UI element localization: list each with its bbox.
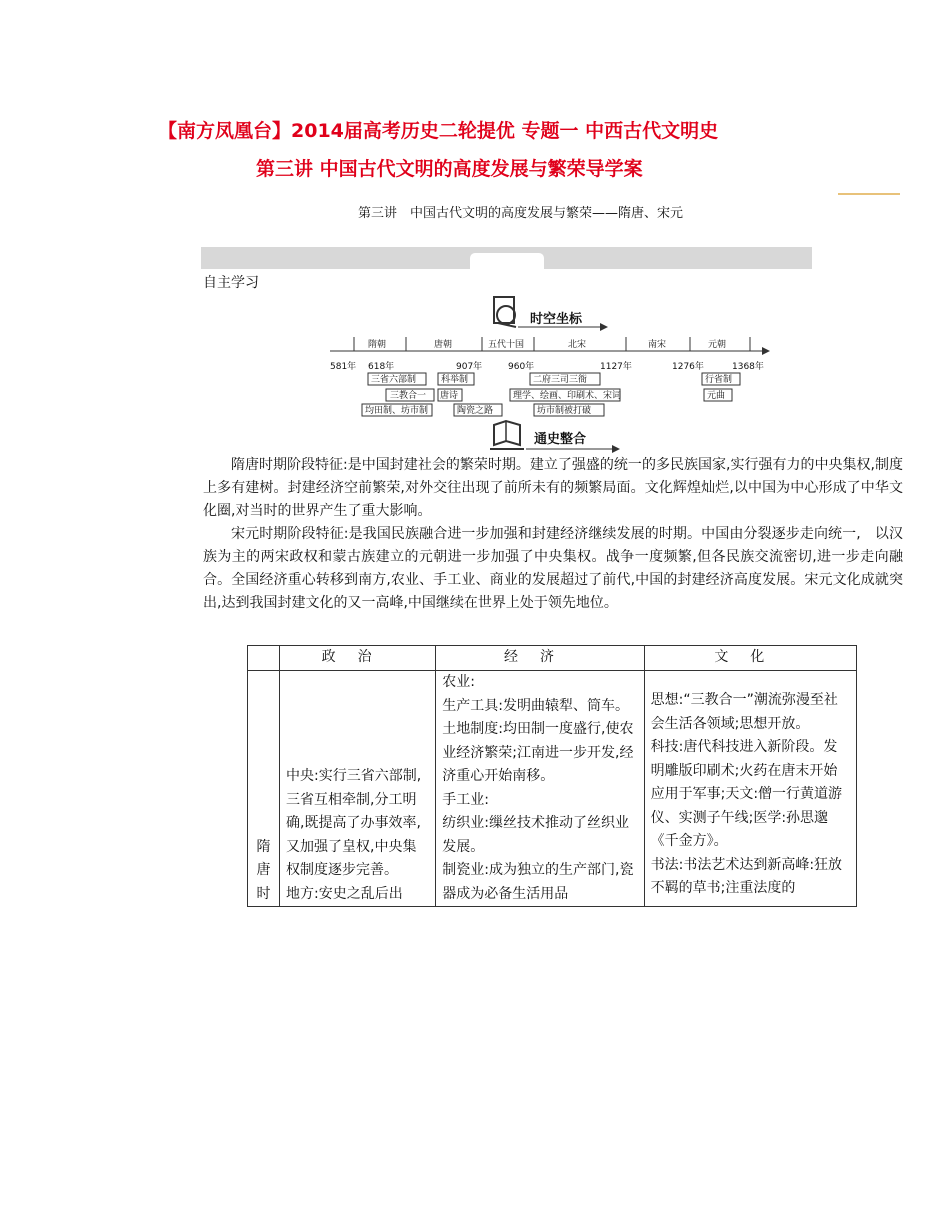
timeline-tag: 三省六部制 (371, 375, 417, 385)
timeline-tag: 行省制 (705, 375, 733, 385)
open-book-icon (490, 421, 524, 449)
table-viewport (240, 640, 870, 925)
year-label: 618年 (368, 362, 395, 372)
period-label: 隋朝 (368, 340, 387, 350)
timeline-tag: 陶瓷之路 (457, 406, 494, 416)
figure-heading-bottom: 通史整合 (534, 432, 587, 447)
economy-text: 生产工具:发明曲辕犁、筒车。土地制度:均田制一度盛行,使农业经济繁荣;江南进一步开发,经济重心开始南移。 (442, 697, 634, 784)
era-char: 时 (256, 885, 271, 902)
table-header-cell: 政治 (280, 646, 436, 671)
economy-text: 制瓷业:成为独立的生产部门,瓷器成为必备生活用品 (442, 862, 634, 902)
figure-heading-top: 时空坐标 (530, 312, 583, 327)
table-header-cell: 文化 (644, 646, 856, 671)
lecture-subtitle: 第三讲 中国古代文明的高度发展与繁荣——隋唐、宋元 (358, 206, 684, 221)
year-label: 581年 (330, 362, 357, 372)
period-label: 北宋 (568, 340, 587, 350)
culture-text: 思想:“三教合一”潮流弥漫至社会生活各领域;思想开放。 (650, 692, 838, 732)
toolbar-tab (470, 253, 544, 269)
year-label: 1127年 (600, 362, 632, 372)
politics-text: 地方:安史之乱后出 (286, 885, 403, 902)
document-title-line2: 第三讲 中国古代文明的高度发展与繁荣导学案 (256, 158, 643, 180)
era-char: 隋 (256, 838, 271, 855)
year-label: 1368年 (732, 362, 764, 372)
timeline-tag: 理学、绘画、印刷术、宋词 (513, 391, 622, 401)
timeline-tag: 三教合一 (390, 391, 427, 401)
table-header-cell: 经济 (436, 646, 644, 671)
table-header-row (248, 646, 857, 671)
song-yuan-paragraph: 宋元时期阶段特征:是我国民族融合进一步加强和封建经济继续发展的时期。中国由分裂逐步走向统一, 以汉族为主的两宋政权和蒙古族建立的元朝进一步加强了中央集权。战争一度频繁,但各民族交流密切,进一步走向融合。全国经济重心转移到南方,农业、手工业、商业的发展超过了前代,中国的封建经济高度发展。宋元文化成就突出,达到我国封建文化的又一高峰,中国继续在世界上处于领先地位。 (203, 526, 903, 611)
year-label: 960年 (508, 362, 535, 372)
timeline-tag: 元曲 (707, 391, 726, 401)
politics-text: 中央:实行三省六部制,三省互相牵制,分工明确,既提高了办事效率,又加强了皇权,中央集权制度逐步完善。 (286, 768, 422, 878)
sui-tang-paragraph: 隋唐时期阶段特征:是中国封建社会的繁荣时期。建立了强盛的统一的多民族国家,实行强有力的中央集权,制度上多有建树。封建经济空前繁荣,对外交往出现了前所未有的频繁局面。文化辉煌灿烂,以中国为中心形成了中华文化圈,对当时的世界产生了重大影响。 (203, 457, 903, 519)
document-title-line1: 【南方凤凰台】2014届高考历史二轮提优 专题一 中西古代文明史 (158, 120, 719, 142)
era-char: 唐 (256, 862, 271, 878)
timeline-figure (330, 293, 770, 455)
period-label: 元朝 (708, 340, 727, 350)
year-label: 907年 (456, 362, 483, 372)
politics-cell (280, 671, 436, 907)
timeline-tag: 均田制、坊市制 (365, 406, 429, 416)
book-icon (494, 297, 516, 327)
summary-table (247, 645, 857, 907)
period-label: 南宋 (648, 340, 667, 350)
timeline-tag: 唐诗 (440, 391, 459, 401)
timeline-tag: 二府三司三衙 (533, 375, 588, 385)
culture-cell (644, 671, 856, 907)
era-cell (248, 671, 280, 907)
section-label: 自主学习 (203, 275, 259, 291)
year-label: 1276年 (672, 362, 704, 372)
period-label: 五代十国 (488, 340, 525, 350)
table-header-cell (248, 646, 280, 671)
period-label: 唐朝 (434, 340, 453, 350)
economy-text: 农业: (442, 674, 476, 690)
decorative-rule (838, 193, 900, 195)
table-row (248, 671, 857, 907)
economy-text: 手工业: (442, 791, 490, 808)
timeline-tag: 科举制 (441, 375, 469, 385)
timeline-tag: 坊市制被打破 (537, 406, 592, 416)
culture-text: 科技:唐代科技进入新阶段。发明雕版印刷术;火药在唐末开始应用于军事;天文:僧一行黄道游仪、实测子午线;医学:孙思邈《千金方》。 (650, 739, 843, 849)
economy-text: 纺织业:缫丝技术推动了丝织业发展。 (442, 815, 630, 855)
economy-cell (436, 671, 644, 907)
culture-text: 书法:书法艺术达到新高峰:狂放不羁的草书;注重法度的 (650, 856, 843, 896)
